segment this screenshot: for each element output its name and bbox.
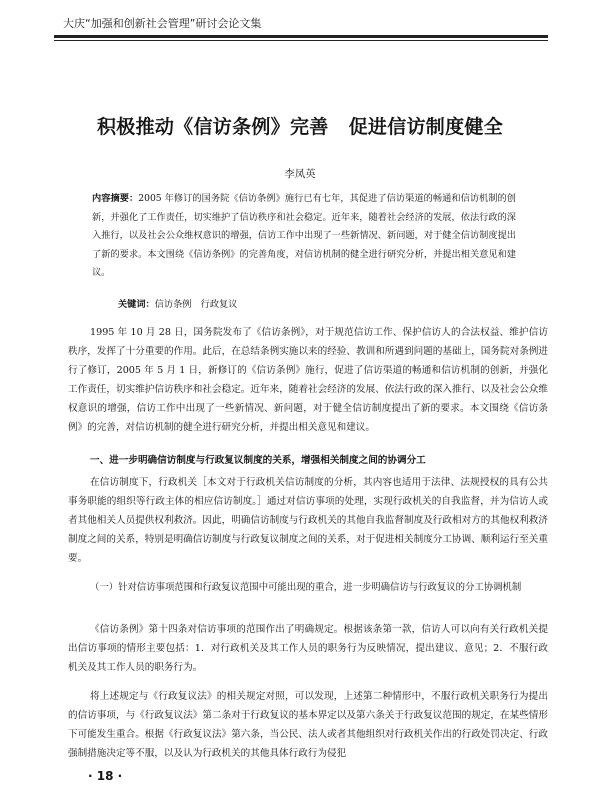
abstract-text: 2005 年修订的国务院《信访条例》施行已有七年，其促进了信访渠道的畅通和信访机制的创新，并强化了工作责任，切实维护了信访秩序和社会稳定。近年来，随着社会经济的发展，依法行政的深入推行，以及社会公众维权意识的增强，信访工作中出现了一些新情况、新问题，对于健全信访制度提出了新的要求。本文围绕《信访条例》的完善角度，对信访机制的健全进行研究分析，并提出相关意见和建议。 <box>92 193 516 279</box>
author: 李凤英 <box>284 168 316 180</box>
abstract-label: 内容摘要： <box>92 193 139 204</box>
keywords-label: 关键词： <box>118 299 155 310</box>
subsection-paragraph-2: 将上述规定与《行政复议法》的相关规定对照，可以发现，上述第二种情形中，不服行政机关职务行为提出的信访事项，与《行政复议法》第二条对于行政复议的基本界定以及第六条关于行政复议范围的规定，在某些情形下可能发生重合。根据《行政复议法》第六条，当公民、法人或者其他组织对行政机关作出的行政处罚决定、行政强制措施决定等不服，以及认为行政机关的其他具体行政行为侵犯 <box>68 691 548 759</box>
section-heading: 一、进一步明确信访制度与行政复议制度的关系，增强相关制度之间的协调分工 <box>90 455 426 466</box>
section-paragraph: 在信访制度下，行政机关［本文对于行政机关信访制度的分析，其内容也适用于法律、法规授权的具有公共事务职能的组织等行政主体的相应信访制度。］通过对信访事项的处理，实现行政机关的自我监督，并为信访人或者其他相关人员提供权利救济。因此，明确信访制度与行政机关的其他自我监督制度及行政相对方的其他权利救济制度之间的关系，特别是明确信访制度与行政复议制度之间的关系，对于促进相关制度分工协调、顺利运行至关重要。 <box>68 477 548 564</box>
keywords-text: 信访条例 行政复议 <box>154 299 238 310</box>
subsection-heading: （一）针对信访事项范围和行政复议范围中可能出现的重合，进一步明确信访与行政复议的分工协调机制 <box>90 582 522 593</box>
article-title-part1: 积极推动《信访条例》完善 <box>96 116 329 138</box>
subsection-paragraph: 《信访条例》第十四条对信访事项的范围作出了明确规定。根据该条第一款，信访人可以向有关行政机关提出信访事项的情形主要包括：1．对行政机关及其工作人员的职务行为反映情况，提出建议、意见；2．不服行政机关及其工作人员的职务行为。 <box>68 624 548 673</box>
header-rule-thick <box>54 35 548 38</box>
article-title-part2: 促进信访制度健全 <box>348 116 503 138</box>
abstract <box>92 190 516 283</box>
page-number: · 18 · <box>88 769 123 783</box>
intro-paragraph: 1995 年 10 月 28 日，国务院发布了《信访条例》，对于规范信访工作、保护信访人的合法权益、维护信访秩序，发挥了十分重要的作用。此后，在总结条例实施以来的经验、教训和所遇到问题的基础上，国务院对条例进行了修订，2005 年 5 月 1 日，新修订的《信访条例》施行，促进了信访渠道的畅通和信访机制的创新，并强化工作责任，切实维护信访秩序和社会稳定。近年来，随着社会经济的发展、依法行政的深入推行、以及社会公众维权意识的增强，信访工作中出现了一些新情况、新问题，对于健全信访制度提出了新的要求。本文围绕《信访条例》的完善，对信访机制的健全进行研究分析，并提出相关意见和建议。 <box>68 327 548 433</box>
keywords <box>118 296 237 310</box>
header-rule-thin <box>54 40 548 41</box>
running-header: 大庆“加强和创新社会管理”研讨会论文集 <box>63 17 262 30</box>
article-title <box>0 112 600 139</box>
